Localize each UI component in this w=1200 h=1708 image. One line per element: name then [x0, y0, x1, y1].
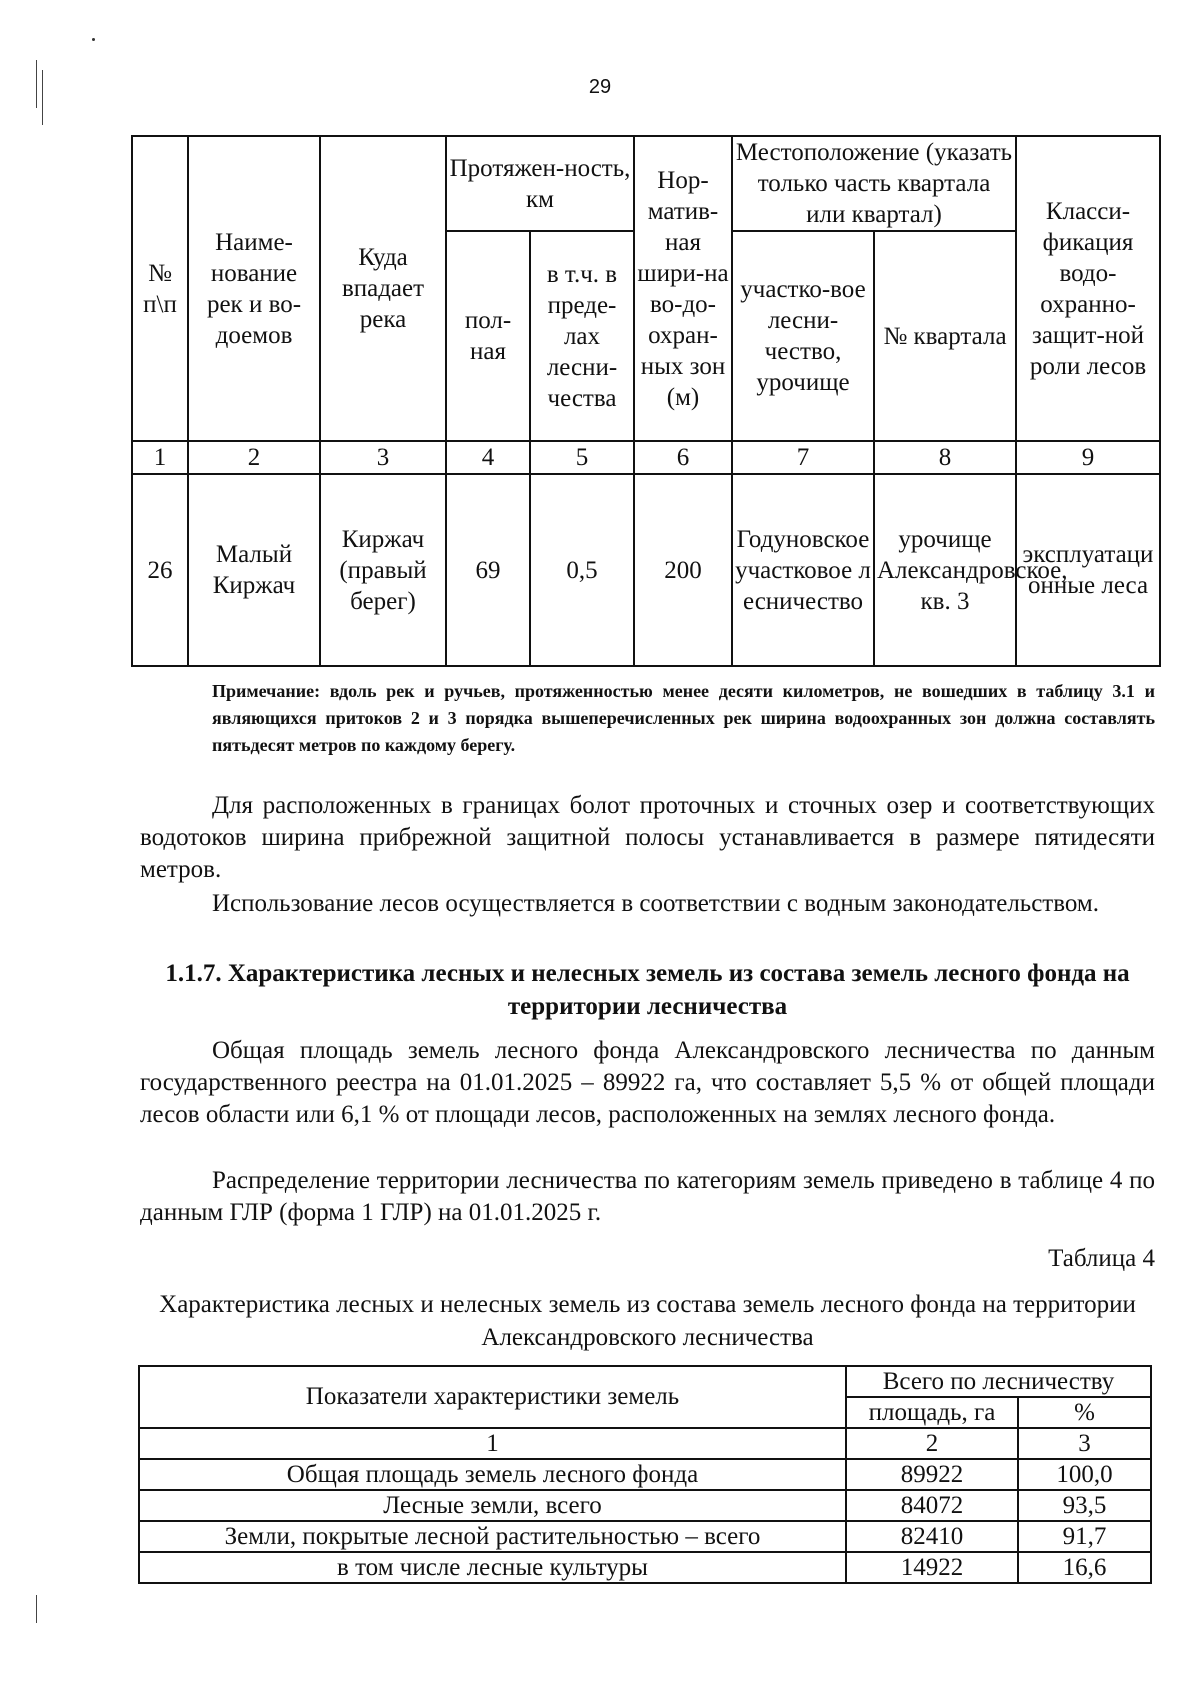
- col-number: 3: [1018, 1428, 1151, 1459]
- table-row: [139, 1521, 1151, 1552]
- table-row: [132, 474, 1160, 666]
- cell-number: 26: [132, 474, 188, 666]
- row-name: Земли, покрытые лесной растительностью – всего: [139, 1521, 846, 1552]
- header-location-group: Местоположение (указать только часть квартала или квартал): [732, 136, 1016, 231]
- col-number: 1: [132, 441, 188, 474]
- header-percent: %: [1018, 1397, 1151, 1428]
- table-title: Характеристика лесных и нелесных земель из состава земель лесного фонда на территории Александровского лесничества: [159, 1291, 1136, 1351]
- column-number-row: [139, 1428, 1151, 1459]
- col-number: 2: [846, 1428, 1018, 1459]
- table-row: [139, 1459, 1151, 1490]
- column-number-row: [132, 441, 1160, 474]
- paragraph: Использование лесов осуществляется в соответствии с водным законодательством.: [212, 890, 1099, 917]
- header-area: площадь, га: [846, 1397, 1018, 1428]
- cell-quarter: урочище Александровское, кв. 3: [874, 474, 1016, 666]
- header-row-number: № п\п: [132, 136, 188, 441]
- header-quarter: № квартала: [874, 231, 1016, 441]
- cell-classification: эксплуатационные леса: [1016, 474, 1160, 666]
- row-area: 84072: [846, 1490, 1018, 1521]
- header-classification: Класси-фикация водо-охранно-защит-ной роли лесов: [1016, 136, 1160, 441]
- col-number: 5: [530, 441, 634, 474]
- row-name: в том числе лесные культуры: [139, 1552, 846, 1583]
- header-zone-width: Нор-матив-ная шири-на во-до-охран-ных зон (м): [634, 136, 732, 441]
- table-label: Таблица 4: [1048, 1245, 1155, 1272]
- row-percent: 16,6: [1018, 1552, 1151, 1583]
- land-characteristics-table: [138, 1365, 1152, 1584]
- row-area: 14922: [846, 1552, 1018, 1583]
- col-number: 8: [874, 441, 1016, 474]
- row-percent: 91,7: [1018, 1521, 1151, 1552]
- header-flows-into: Куда впадает река: [320, 136, 446, 441]
- row-percent: 100,0: [1018, 1459, 1151, 1490]
- row-name: Лесные земли, всего: [139, 1490, 846, 1521]
- col-number: 1: [139, 1428, 846, 1459]
- cell-district: Годуновское участковое лесничество: [732, 474, 874, 666]
- row-area: 82410: [846, 1521, 1018, 1552]
- table-row: [139, 1552, 1151, 1583]
- paragraph: Для расположенных в границах болот проточных и сточных озер и соответствующих водотоков ширина прибрежной защитной полосы устанавливается в размере пятидесяти метров.: [140, 792, 1155, 883]
- margin-mark: [36, 1595, 37, 1623]
- rivers-table: [131, 135, 1161, 667]
- header-indicator: Показатели характеристики земель: [139, 1366, 846, 1428]
- col-number: 2: [188, 441, 320, 474]
- cell-length-total: 69: [446, 474, 530, 666]
- col-number: 9: [1016, 441, 1160, 474]
- cell-river-name: Малый Киржач: [188, 474, 320, 666]
- row-name: Общая площадь земель лесного фонда: [139, 1459, 846, 1490]
- header-total: Всего по лесничеству: [846, 1366, 1151, 1397]
- header-length-within: в т.ч. в преде-лах лесни-чества: [530, 231, 634, 441]
- cell-zone-width: 200: [634, 474, 732, 666]
- col-number: 7: [732, 441, 874, 474]
- cell-length-within: 0,5: [530, 474, 634, 666]
- col-number: 4: [446, 441, 530, 474]
- table-note: Примечание: вдоль рек и ручьев, протяженностью менее десяти километров, не вошедших в таблицу 3.1 и являющихся притоков 2 и 3 порядка вышеперечисленных рек ширина водоохранных зон должна составлять пятьдесят метров по каждому берегу.: [212, 681, 1155, 755]
- page-number: 29: [588, 76, 612, 98]
- row-area: 89922: [846, 1459, 1018, 1490]
- cell-flows-into: Киржач (правый берег): [320, 474, 446, 666]
- header-length-total: пол-ная: [446, 231, 530, 441]
- col-number: 6: [634, 441, 732, 474]
- header-river-name: Наиме-нование рек и во-доемов: [188, 136, 320, 441]
- header-district: участко-вое лесни-чество, урочище: [732, 231, 874, 441]
- section-heading: 1.1.7. Характеристика лесных и нелесных земель из состава земель лесного фонда на территории лесничества: [165, 960, 1130, 1020]
- paragraph: Общая площадь земель лесного фонда Александровского лесничества по данным государственного реестра на 01.01.2025 – 89922 га, что составляет 5,5 % от общей площади лесов области или 6,1 % от площади лесов, расположенных на землях лесного фонда.: [140, 1037, 1155, 1128]
- table-row: [139, 1490, 1151, 1521]
- paragraph: Распределение территории лесничества по категориям земель приведено в таблице 4 по данным ГЛР (форма 1 ГЛР) на 01.01.2025 г.: [140, 1167, 1155, 1226]
- header-length-group: Протяжен-ность, км: [446, 136, 634, 231]
- col-number: 3: [320, 441, 446, 474]
- scan-speck: [92, 38, 95, 41]
- row-percent: 93,5: [1018, 1490, 1151, 1521]
